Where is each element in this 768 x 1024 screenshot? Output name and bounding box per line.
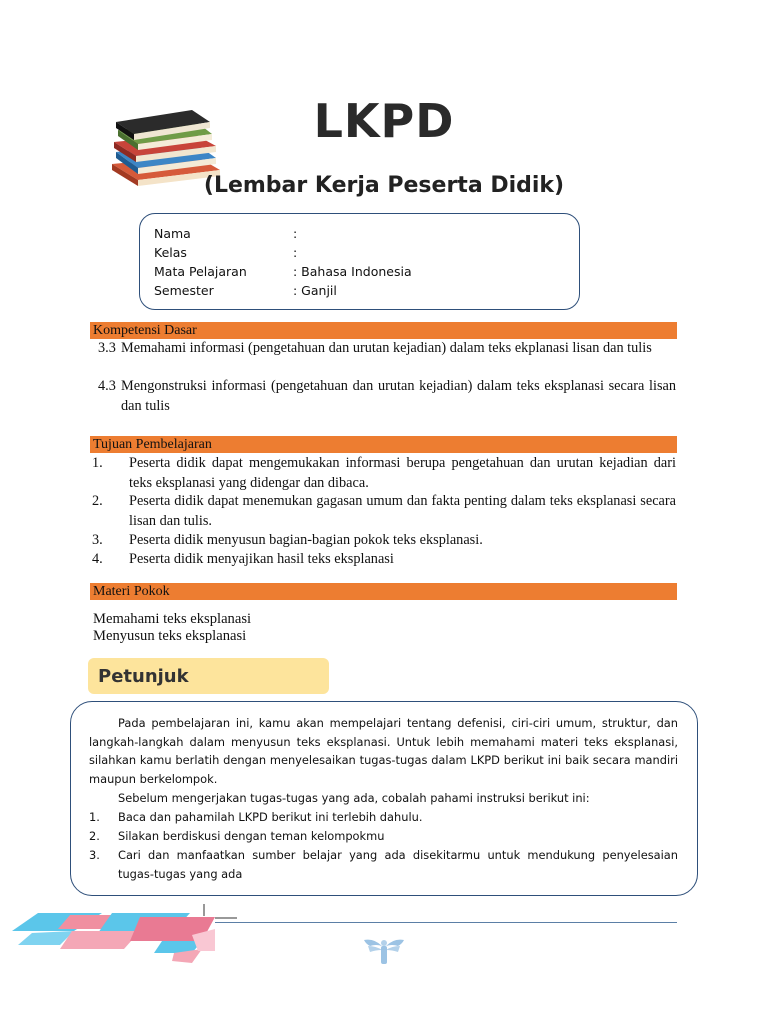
identity-row-semester <box>154 281 579 300</box>
item-text: Peserta didik dapat menemukan gagasan umum dan fakta penting dalam teks eksplanasi secara lisan dan tulis. <box>129 493 676 529</box>
tujuan-item <box>92 550 676 570</box>
item-number: 1. <box>89 810 100 824</box>
identity-value: : <box>293 245 298 260</box>
identity-label: Nama <box>154 226 191 241</box>
item-text: Peserta didik menyusun bagian-bagian pokok teks eksplanasi. <box>129 532 483 548</box>
tujuan-item <box>92 454 676 493</box>
item-text: Cari dan manfaatkan sumber belajar yang ada disekitarmu untuk mendukung penyelesaian tugas-tugas yang ada <box>118 848 678 881</box>
item-number: 3. <box>92 532 103 548</box>
petunjuk-item <box>89 846 678 883</box>
item-number: 2. <box>89 829 100 843</box>
item-text: Memahami informasi (pengetahuan dan urutan kejadian) dalam teks ekplanasi lisan dan tulis <box>121 340 652 356</box>
page-title: LKPD <box>313 94 455 148</box>
item-text: Mengonstruksi informasi (pengetahuan dan urutan kejadian) dalam teks eksplanasi secara lisan dan tulis <box>121 378 676 414</box>
item-number: 3. <box>89 848 100 862</box>
identity-row-kelas <box>154 243 579 262</box>
tujuan-item <box>92 492 676 531</box>
item-text: Baca dan pahamilah LKPD berikut ini terlebih dahulu. <box>118 810 423 824</box>
item-text: Peserta didik dapat mengemukakan informasi berupa pengetahuan dan urutan kejadian dari teks eksplanasi yang didengar dan dibaca. <box>129 455 676 491</box>
footer-mark <box>203 904 239 920</box>
page-subtitle: (Lembar Kerja Peserta Didik) <box>203 173 565 198</box>
materi-line: Memahami teks eksplanasi <box>93 611 252 627</box>
petunjuk-item <box>89 808 678 827</box>
petunjuk-heading: Petunjuk <box>88 658 329 694</box>
tujuan-item <box>92 531 676 551</box>
tujuan-pembelajaran-heading: Tujuan Pembelajaran <box>90 436 677 453</box>
petunjuk-lead: Sebelum mengerjakan tugas-tugas yang ada, cobalah pahami instruksi berikut ini: <box>118 791 590 805</box>
materi-pokok-heading: Materi Pokok <box>90 583 677 600</box>
item-number: 3.3 <box>98 340 116 356</box>
identity-row-mata-pelajaran <box>154 262 579 281</box>
kompetensi-dasar-heading: Kompetensi Dasar <box>90 322 677 339</box>
identity-value: : <box>293 226 298 241</box>
footer-rule <box>215 922 677 923</box>
item-number: 4. <box>92 551 103 567</box>
student-identity-box <box>139 213 580 310</box>
petunjuk-paragraph: Pada pembelajaran ini, kamu akan mempelajari tentang defenisi, ciri-ciri umum, struktur, dan langkah-langkah dalam menyusun teks eksplanasi. Untuk lebih memahami materi teks eksplanasi, silahkan kamu berlatih dengan menyelesaikan tugas-tugas dalam LKPD berikut ini baik secara mandiri maupun berkelompok. <box>89 716 678 786</box>
item-text: Peserta didik menyajikan hasil teks eksplanasi <box>129 551 394 567</box>
identity-label: Semester <box>154 283 214 298</box>
petunjuk-item <box>89 827 678 846</box>
materi-line: Menyusun teks eksplanasi <box>93 628 247 644</box>
identity-label: Kelas <box>154 245 187 260</box>
kompetensi-item <box>98 377 676 416</box>
item-number: 4.3 <box>98 378 116 394</box>
kompetensi-item <box>98 339 676 359</box>
identity-row-nama <box>154 224 579 243</box>
tut-wuri-handayani-logo <box>362 934 406 966</box>
item-number: 2. <box>92 493 103 509</box>
identity-label: Mata Pelajaran <box>154 264 247 279</box>
item-number: 1. <box>92 455 103 471</box>
item-text: Silakan berdiskusi dengan teman kelompokmu <box>118 829 385 843</box>
identity-value: : Bahasa Indonesia <box>293 264 412 279</box>
identity-value: : Ganjil <box>293 283 337 298</box>
